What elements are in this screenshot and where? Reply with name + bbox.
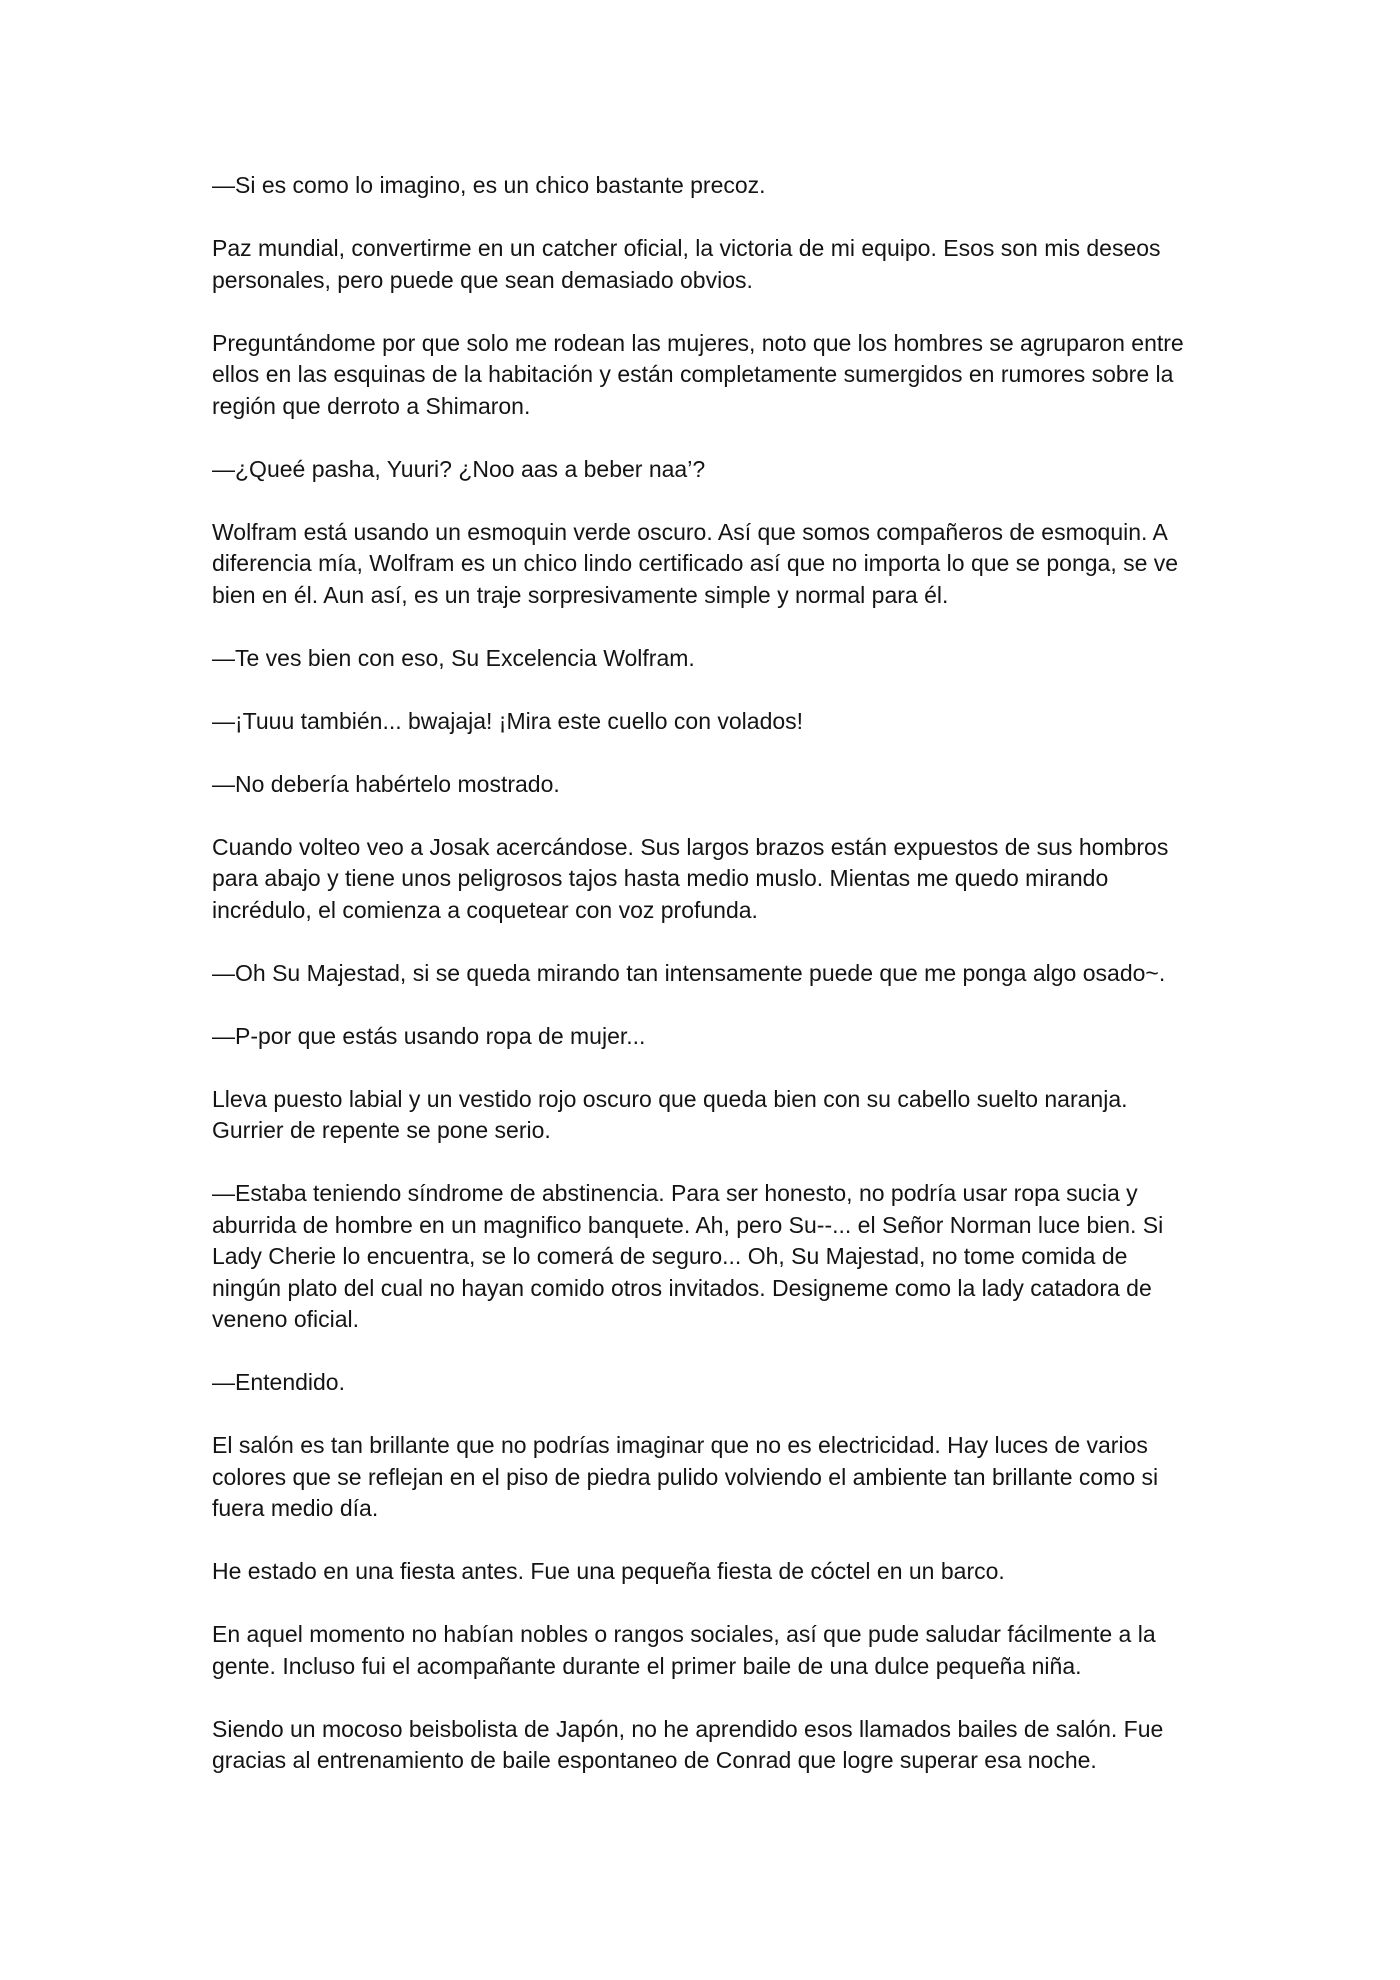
- narration-paragraph: Lleva puesto labial y un vestido rojo oscuro que queda bien con su cabello suelto naranja. Gurrier de repente se pone serio.: [212, 1085, 1128, 1143]
- dialogue-paragraph: —No debería habértelo mostrado.: [212, 770, 560, 797]
- dialogue-paragraph: —¿Queé pasha, Yuuri? ¿Noo aas a beber naa’?: [212, 455, 706, 482]
- dialogue-paragraph: —¡Tuuu también... bwajaja! ¡Mira este cuello con volados!: [212, 707, 804, 734]
- narration-paragraph: Wolfram está usando un esmoquin verde oscuro. Así que somos compañeros de esmoquin. A diferencia mía, Wolfram es un chico lindo certificado así que no importa lo que se ponga, se ve bien en él. Aun así, es un traje sorpresivamente simple y normal para él.: [212, 518, 1179, 608]
- dialogue-paragraph: —Si es como lo imagino, es un chico bastante precoz.: [212, 172, 766, 198]
- narration-paragraph: En aquel momento no habían nobles o rangos sociales, así que pude saludar fácilmente a la gente. Incluso fui el acompañante durante el primer baile de una dulce pequeña niña.: [212, 1621, 1156, 1679]
- narration-paragraph: Siendo un mocoso beisbolista de Japón, no he aprendido esos llamados bailes de salón. Fue gracias al entrenamiento de baile espontaneo de Conrad que logre superar esa noche.: [212, 1715, 1164, 1773]
- narration-paragraph: He estado en una fiesta antes. Fue una pequeña fiesta de cóctel en un barco.: [212, 1558, 1005, 1584]
- narration-paragraph: Paz mundial, convertirme en un catcher oficial, la victoria de mi equipo. Esos son mis deseos personales, pero puede que sean demasiado obvios.: [212, 235, 1161, 293]
- dialogue-paragraph: —P-por que estás usando ropa de mujer...: [212, 1022, 646, 1049]
- dialogue-paragraph: —Estaba teniendo síndrome de abstinencia. Para ser honesto, no podría usar ropa sucia y aburrida de hombre en un magnifico banquete. Ah, pero Su--... el Señor Norman luce bien. Si Lady Cherie lo encuentra, se lo comerá de seguro... Oh, Su Majestad, no tome comida de ningún plato del cual no hayan comido otros invitados. Designeme como la lady catadora de veneno oficial.: [212, 1180, 1164, 1332]
- narration-paragraph: Cuando volteo veo a Josak acercándose. Sus largos brazos están expuestos de sus hombros para abajo y tiene unos peligrosos tajos hasta medio muslo. Mientas me quedo mirando incrédulo, el comienza a coquetear con voz profunda.: [212, 833, 1169, 923]
- narration-paragraph: Preguntándome por que solo me rodean las mujeres, noto que los hombres se agruparon entre ellos en las esquinas de la habitación y están completamente sumergidos en rumores sobre la región que derroto a Shimaron.: [212, 329, 1184, 419]
- narration-paragraph: El salón es tan brillante que no podrías imaginar que no es electricidad. Hay luces de varios colores que se reflejan en el piso de piedra pulido volviendo el ambiente tan brillante como si fuera medio día.: [212, 1432, 1159, 1521]
- document-body: [212, 170, 1202, 1808]
- dialogue-paragraph: —Oh Su Majestad, si se queda mirando tan intensamente puede que me ponga algo osado~.: [212, 959, 1166, 986]
- dialogue-paragraph: —Entendido.: [212, 1369, 345, 1395]
- dialogue-paragraph: —Te ves bien con eso, Su Excelencia Wolfram.: [212, 644, 695, 671]
